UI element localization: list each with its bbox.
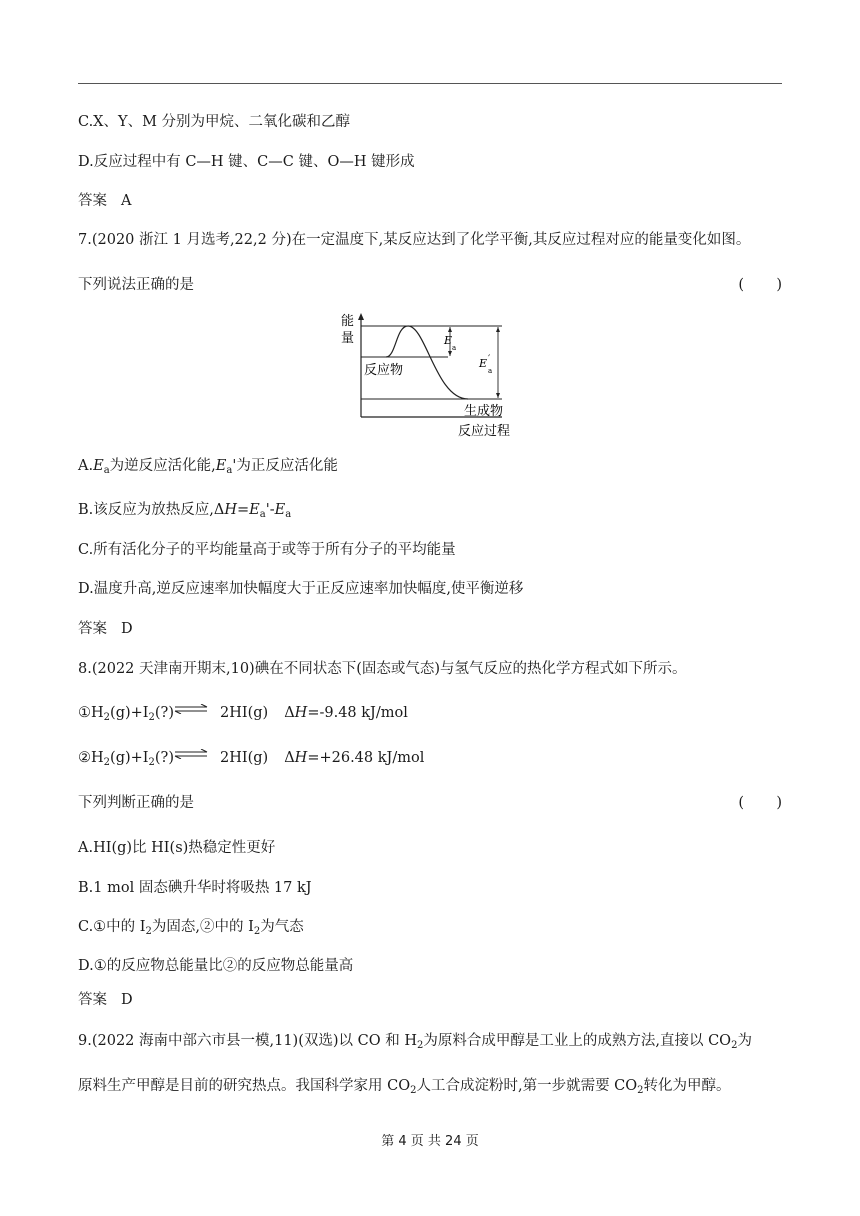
- page-footer: 第 4 页 共 24 页: [381, 1134, 479, 1149]
- equilibrium-arrow-icon: [174, 749, 208, 759]
- q8-equation-1: $①H_2(g)+I_2(?)$ 2HI(g) ΔH=-9.48 kJ/mol: [78, 705, 408, 723]
- q8-prompt: 下列判断正确的是: [78, 795, 194, 811]
- ea-prime-label: E: [479, 357, 488, 370]
- symbol-h: H: [294, 705, 308, 721]
- symbol-h: H: [224, 502, 238, 518]
- header-rule: [78, 83, 782, 84]
- symbol-h: H: [294, 750, 308, 766]
- q8-stem: 8.(2022 天津南开期末,10)碘在不同状态下(固态或气态)与氢气反应的热化学方程式如下所示。: [78, 661, 687, 677]
- q8-option-a: A.HI(g)比 HI(s)热稳定性更好: [78, 840, 276, 856]
- answer-value: D: [121, 992, 133, 1008]
- q7-option-d: D.温度升高,逆反应速率加快幅度大于正反应速率加快幅度,使平衡逆移: [78, 581, 524, 597]
- ea-subscript: a: [452, 344, 457, 352]
- ea-label: E: [444, 334, 453, 347]
- q8-option-d: D.①的反应物总能量比②的反应物总能量高: [78, 958, 354, 974]
- product-label: 生成物: [464, 404, 504, 419]
- symbol-e: E: [93, 458, 104, 474]
- q7-option-c: C.所有活化分子的平均能量高于或等于所有分子的平均能量: [78, 542, 456, 558]
- ea-prime-subscript: a: [488, 367, 493, 375]
- energy-profile-diagram: [336, 307, 526, 443]
- q7-answer-blank: ( ): [738, 277, 782, 293]
- answer-label: 答案: [78, 992, 107, 1008]
- q7-stem: 7.(2020 浙江 1 月选考,22,2 分)在一定温度下,某反应达到了化学平衡,其反应过程对应的能量变化如图。: [78, 232, 751, 248]
- q8-equation-2: $②H_2(g)+I_2(?)$ 2HI(g) ΔH=+26.48 kJ/mol: [78, 750, 425, 768]
- q8-option-c: C.①中的 $I_2$为固态,②中的 $I_2$为气态: [78, 919, 304, 937]
- y-axis-label-2: 量: [341, 331, 355, 346]
- symbol-e: E: [274, 502, 286, 518]
- q6-answer: [78, 191, 131, 211]
- q7-option-a: $A.E_a$为逆反应活化能$,E_a'$为正反应活化能: [78, 458, 338, 476]
- answer-value: D: [121, 621, 133, 637]
- ea-prime-mark: ′: [488, 354, 491, 365]
- q8-answer: [78, 990, 133, 1010]
- ea-prime-arrow-top: [496, 327, 500, 332]
- y-axis-label-1: 能: [341, 314, 355, 329]
- q7-option-b: B.该反应为放热反应$,\Delta H=E_a'-E_a$: [78, 502, 292, 520]
- y-axis-arrow: [358, 313, 364, 320]
- q8-option-b: B.1 mol 固态碘升华时将吸热 17 kJ: [78, 880, 312, 896]
- q7-answer: [78, 619, 133, 639]
- q8-answer-blank: ( ): [738, 795, 782, 811]
- ea-prime-arrow-bottom: [496, 393, 500, 398]
- symbol-e: E: [249, 502, 260, 518]
- q7-prompt: 下列说法正确的是: [78, 277, 194, 293]
- answer-label: 答案: [78, 621, 107, 637]
- answer-value: A: [121, 193, 132, 209]
- q6-option-c: C.X、Y、M 分别为甲烷、二氧化碳和乙醇: [78, 114, 351, 130]
- x-axis-label: 反应过程: [458, 424, 511, 439]
- equilibrium-arrow-icon: [174, 704, 208, 714]
- ea-arrow-top: [448, 327, 452, 332]
- reactant-label: 反应物: [364, 363, 404, 378]
- answer-label: 答案: [78, 193, 107, 209]
- q9-stem-line-1: 9.(2022 海南中部六市县一模,11)(双选)以 CO 和 $H_2$为原料合成甲醇是工业上的成熟方法,直接以 $CO_2$为: [78, 1033, 752, 1051]
- q6-option-d: D.反应过程中有 C—H 键、C—C 键、O—H 键形成: [78, 154, 415, 170]
- q9-stem-line-2: 原料生产甲醇是目前的研究热点。我国科学家用 $CO_2$人工合成淀粉时,第一步就需要 $CO_2$转化为甲醇。: [78, 1078, 731, 1096]
- symbol-e: E: [215, 458, 227, 474]
